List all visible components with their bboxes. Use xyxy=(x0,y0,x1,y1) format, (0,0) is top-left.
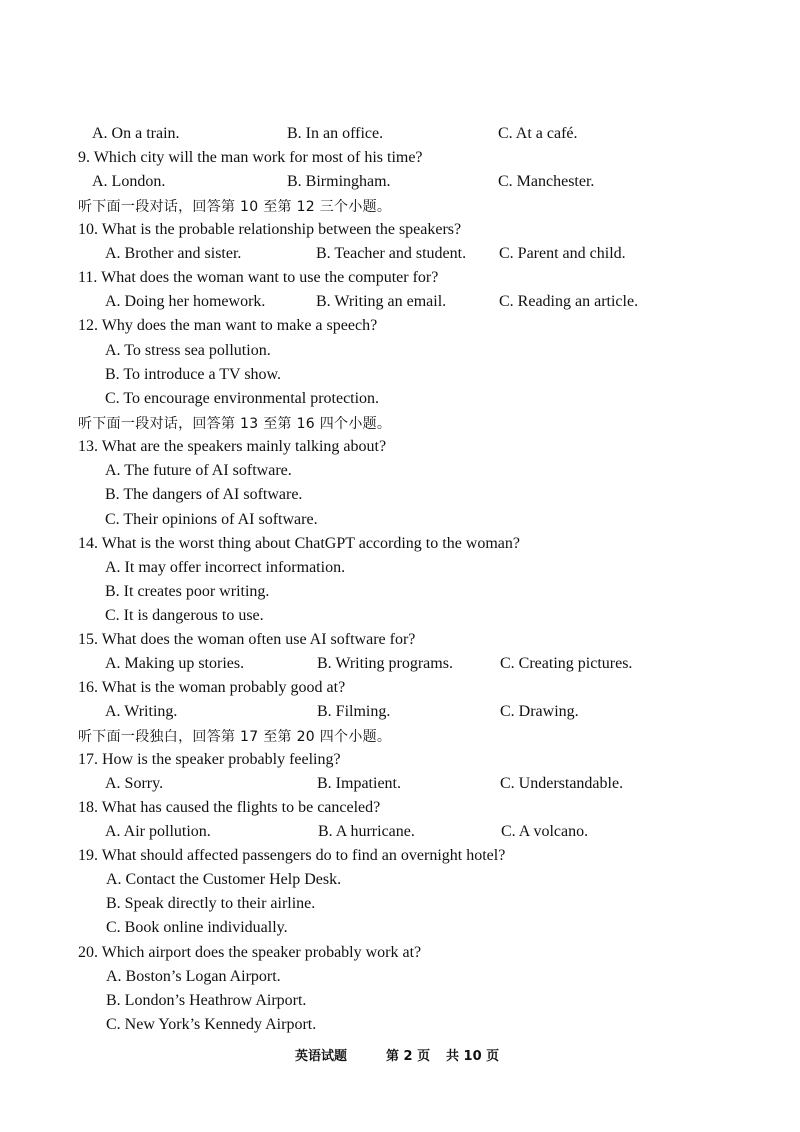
section-instruction: 听下面一段对话，回答第 13 至第 16 四个小题。 xyxy=(78,416,392,432)
q9-stem: 9. Which city will the man work for most of his time? xyxy=(78,149,423,166)
q13-option-b: B. The dangers of AI software. xyxy=(105,486,303,503)
q15-stem: 15. What does the woman often use AI software for? xyxy=(78,631,416,648)
q20-stem: 20. Which airport does the speaker probably work at? xyxy=(78,944,422,961)
q8-option-b: B. In an office. xyxy=(287,125,384,142)
footer-page-number: 第 2 页 xyxy=(386,1049,431,1064)
q8-option-c: C. At a café. xyxy=(498,125,578,142)
q14-stem: 14. What is the worst thing about ChatGPT according to the woman? xyxy=(78,535,520,552)
q12-stem: 12. Why does the man want to make a speech? xyxy=(78,317,378,334)
q12-option-a: A. To stress sea pollution. xyxy=(105,342,271,359)
q11-stem: 11. What does the woman want to use the computer for? xyxy=(78,269,439,286)
q15-option-c: C. Creating pictures. xyxy=(500,655,633,672)
q11-option-a: A. Doing her homework. xyxy=(105,293,266,310)
q17-option-a: A. Sorry. xyxy=(105,775,164,792)
q19-option-c: C. Book online individually. xyxy=(106,919,288,936)
q18-option-a: A. Air pollution. xyxy=(105,823,211,840)
q17-stem: 17. How is the speaker probably feeling? xyxy=(78,751,341,768)
section-instruction: 听下面一段对话，回答第 10 至第 12 三个小题。 xyxy=(78,199,392,215)
q14-option-a: A. It may offer incorrect information. xyxy=(105,559,346,576)
q20-option-b: B. London’s Heathrow Airport. xyxy=(106,992,307,1009)
q15-option-b: B. Writing programs. xyxy=(317,655,453,672)
q18-option-c: C. A volcano. xyxy=(501,823,589,840)
q16-option-c: C. Drawing. xyxy=(500,703,579,720)
q13-option-c: C. Their opinions of AI software. xyxy=(105,511,318,528)
q15-option-a: A. Making up stories. xyxy=(105,655,245,672)
q9-option-b: B. Birmingham. xyxy=(287,173,391,190)
q16-option-a: A. Writing. xyxy=(105,703,178,720)
q8-option-a: A. On a train. xyxy=(92,125,180,142)
q19-option-a: A. Contact the Customer Help Desk. xyxy=(106,871,342,888)
section-instruction: 听下面一段独白，回答第 17 至第 20 四个小题。 xyxy=(78,729,392,745)
q18-stem: 18. What has caused the flights to be canceled? xyxy=(78,799,381,816)
q13-stem: 13. What are the speakers mainly talking about? xyxy=(78,438,387,455)
q9-option-c: C. Manchester. xyxy=(498,173,595,190)
q14-option-c: C. It is dangerous to use. xyxy=(105,607,264,624)
q10-option-b: B. Teacher and student. xyxy=(316,245,467,262)
q19-stem: 19. What should affected passengers do to find an overnight hotel? xyxy=(78,847,506,864)
q17-option-c: C. Understandable. xyxy=(500,775,624,792)
q11-option-b: B. Writing an email. xyxy=(316,293,447,310)
q10-stem: 10. What is the probable relationship between the speakers? xyxy=(78,221,462,238)
q20-option-a: A. Boston’s Logan Airport. xyxy=(106,968,281,985)
q12-option-b: B. To introduce a TV show. xyxy=(105,366,282,383)
q11-option-c: C. Reading an article. xyxy=(499,293,639,310)
footer-subject: 英语试题 xyxy=(295,1049,348,1064)
q16-stem: 16. What is the woman probably good at? xyxy=(78,679,346,696)
q9-option-a: A. London. xyxy=(92,173,166,190)
q19-option-b: B. Speak directly to their airline. xyxy=(106,895,316,912)
footer-total-pages: 共 10 页 xyxy=(446,1049,500,1064)
q18-option-b: B. A hurricane. xyxy=(318,823,415,840)
q12-option-c: C. To encourage environmental protection. xyxy=(105,390,380,407)
q17-option-b: B. Impatient. xyxy=(317,775,401,792)
q10-option-c: C. Parent and child. xyxy=(499,245,626,262)
q16-option-b: B. Filming. xyxy=(317,703,391,720)
q13-option-a: A. The future of AI software. xyxy=(105,462,292,479)
q10-option-a: A. Brother and sister. xyxy=(105,245,242,262)
q20-option-c: C. New York’s Kennedy Airport. xyxy=(106,1016,317,1033)
q14-option-b: B. It creates poor writing. xyxy=(105,583,270,600)
